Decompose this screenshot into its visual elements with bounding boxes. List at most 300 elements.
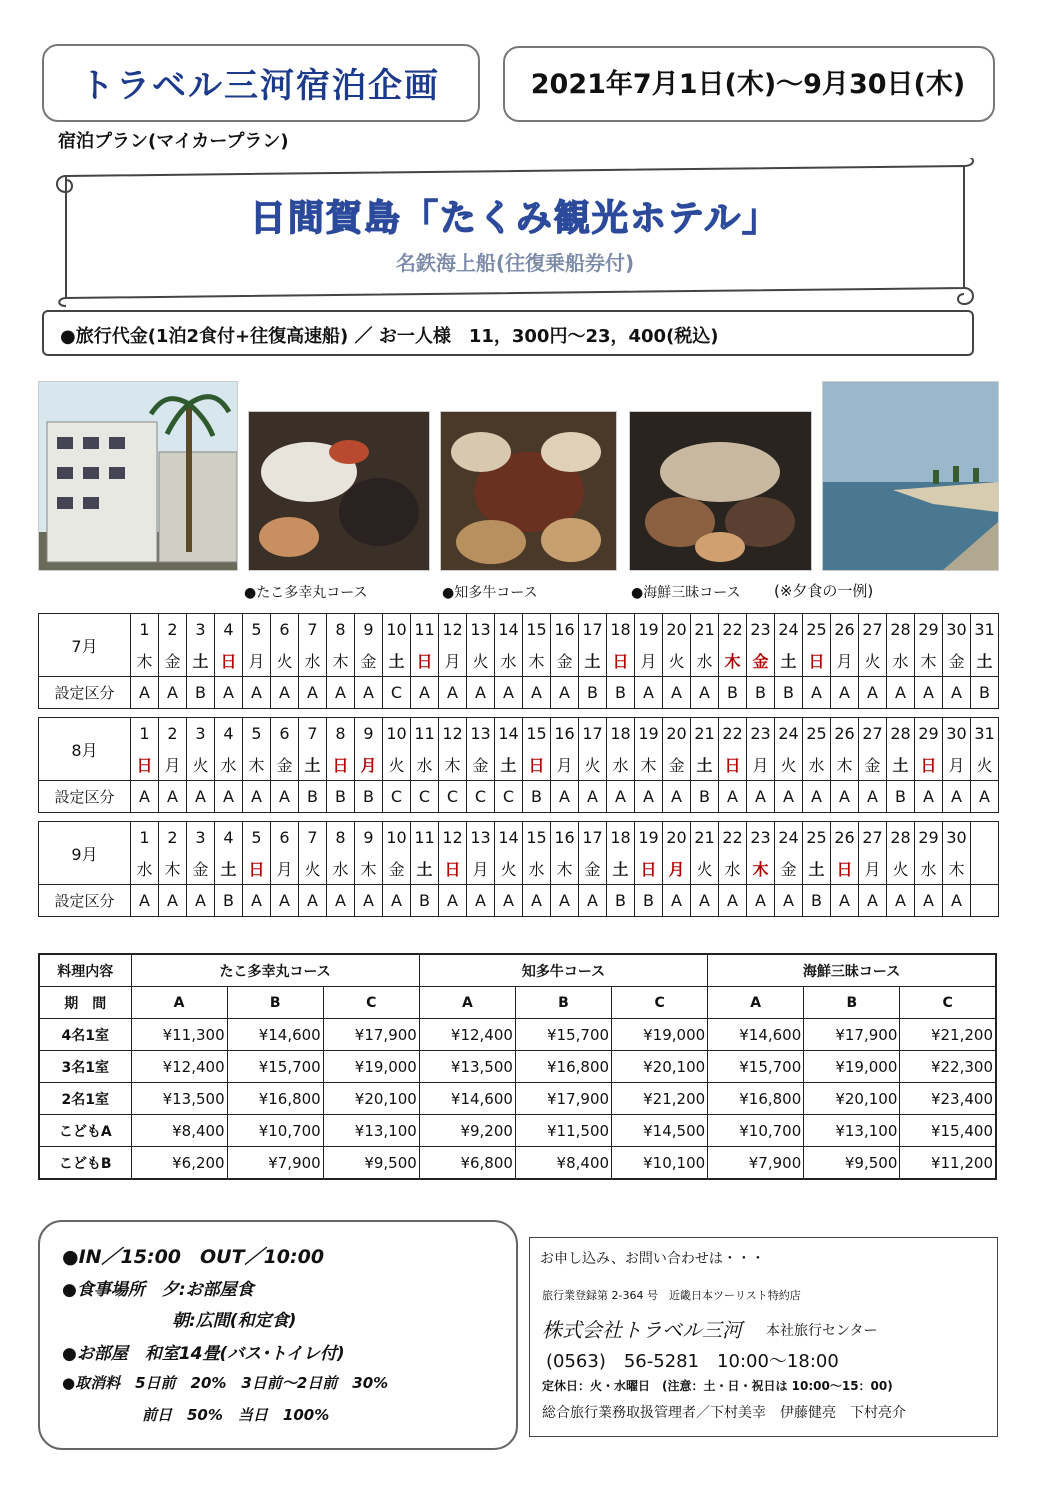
setting-code: A [187,781,215,813]
setting-code: A [131,677,159,709]
setting-code: A [831,677,859,709]
weekday: 火 [383,749,411,781]
day-number: 11 [411,718,439,750]
weekday: 土 [411,853,439,885]
day-number: 18 [607,614,635,646]
setting-code: A [523,885,551,917]
weekday: 土 [607,853,635,885]
setting-code: A [803,781,831,813]
room-info: ●お部屋 和室14畳(バス･トイレ付) [62,1344,345,1364]
hotel-subtitle: 名鉄海上船(往復乗船券付) [395,251,635,275]
day-number: 22 [719,822,747,854]
weekday: 木 [243,749,271,781]
weekday: 金 [467,749,495,781]
day-number: 13 [467,718,495,750]
price-cell: ¥10,700 [708,1115,804,1147]
price-cell: ¥8,400 [515,1147,611,1180]
setting-code: C [495,781,523,813]
setting-code: A [215,781,243,813]
day-number: 11 [411,614,439,646]
weekday: 木 [439,749,467,781]
chita-beef-course-photo [440,411,617,571]
setting-code: A [495,885,523,917]
price-cell: ¥15,700 [515,1019,611,1051]
day-number: 27 [859,614,887,646]
setting-code: C [467,781,495,813]
day-number: 16 [551,614,579,646]
setting-code: A [691,885,719,917]
weekday: 日 [635,853,663,885]
grade-header: A [708,987,804,1019]
course-header: 知多牛コース [419,954,707,987]
calendar-month-2 [38,717,999,813]
day-number: 17 [579,822,607,854]
setting-code: B [607,885,635,917]
day-number: 20 [663,614,691,646]
setting-code: A [691,677,719,709]
setting-code: A [131,885,159,917]
day-number: 2 [159,822,187,854]
room-type-label: 4名1室 [39,1019,131,1051]
price-cell: ¥11,500 [515,1115,611,1147]
day-number: 24 [775,614,803,646]
weekday: 火 [859,645,887,677]
price-row [39,1051,996,1083]
setting-code: A [831,885,859,917]
setting-code: A [915,677,943,709]
setting-code [971,885,999,917]
setting-code: A [439,885,467,917]
setting-code: A [327,885,355,917]
setting-code: A [747,781,775,813]
day-number: 19 [635,718,663,750]
weekday: 水 [495,645,523,677]
weekday [971,853,999,885]
setting-code: A [383,885,411,917]
grade-header: B [515,987,611,1019]
day-number: 15 [523,718,551,750]
day-number: 19 [635,614,663,646]
setting-code: A [495,677,523,709]
weekday: 火 [271,645,299,677]
day-number: 10 [383,822,411,854]
setting-code: A [467,885,495,917]
setting-code: B [187,677,215,709]
day-number: 21 [691,718,719,750]
day-number: 5 [243,822,271,854]
weekday: 木 [915,645,943,677]
day-number: 3 [187,718,215,750]
weekday: 金 [663,749,691,781]
day-number: 12 [439,822,467,854]
price-cell: ¥16,800 [227,1083,323,1115]
day-number: 26 [831,822,859,854]
price-cell: ¥13,100 [323,1115,419,1147]
day-number: 29 [915,614,943,646]
day-number: 8 [327,822,355,854]
setting-code: A [439,677,467,709]
setting-code: A [915,885,943,917]
cancel-fee-2: 前日 50% 当日 100% [142,1406,330,1424]
day-number: 12 [439,718,467,750]
breakfast-place: 朝:広間(和定食) [172,1311,297,1331]
weekday: 木 [355,853,383,885]
setting-code: A [467,677,495,709]
page-title: トラベル三河宿泊企画 [80,66,440,106]
setting-code: A [187,885,215,917]
weekday: 月 [831,645,859,677]
weekday: 土 [187,645,215,677]
setting-code: A [775,781,803,813]
setting-code: A [775,885,803,917]
day-number: 31 [971,718,999,750]
day-number: 7 [299,718,327,750]
weekday: 日 [831,853,859,885]
managers: 総合旅行業務取扱管理者／下村美幸 伊藤健亮 下村亮介 [542,1405,906,1421]
setting-code: A [243,885,271,917]
price-cell: ¥6,200 [131,1147,227,1180]
price-summary: ●旅行代金(1泊2食付+往復高速船) ／ お一人様 11，300円～23，400(税込) [60,326,719,347]
day-number: 15 [523,614,551,646]
caption-chita: ●知多牛コース [442,585,538,601]
weekday: 木 [551,853,579,885]
weekday: 日 [719,749,747,781]
setting-code: A [719,885,747,917]
day-number: 21 [691,614,719,646]
weekday: 月 [439,645,467,677]
weekday: 水 [327,853,355,885]
contact-intro: お申し込み、お問い合わせは・・・ [540,1251,765,1267]
price-row [39,1115,996,1147]
grade-header: B [804,987,900,1019]
price-row [39,1083,996,1115]
weekday: 金 [355,645,383,677]
weekday: 月 [747,749,775,781]
price-cell: ¥19,000 [612,1019,708,1051]
setting-code: B [775,677,803,709]
day-number [971,822,999,854]
day-number: 11 [411,822,439,854]
price-cell: ¥10,100 [612,1147,708,1180]
day-number: 31 [971,614,999,646]
price-cell: ¥17,900 [515,1083,611,1115]
setting-code: B [803,885,831,917]
weekday: 木 [943,853,971,885]
weekday: 金 [187,853,215,885]
weekday: 火 [467,645,495,677]
day-number: 21 [691,822,719,854]
price-cell: ¥14,500 [612,1115,708,1147]
beach-photo [822,381,999,571]
grade-header: B [227,987,323,1019]
price-row [39,1019,996,1051]
hotel-building-photo [38,381,238,571]
weekday: 火 [691,853,719,885]
holidays: 定休日：火・水曜日 (注意：土・日・祝日は 10:00～15：00) [542,1379,893,1393]
day-number: 30 [943,822,971,854]
price-cell: ¥15,400 [900,1115,996,1147]
weekday: 土 [495,749,523,781]
price-cell: ¥17,900 [804,1019,900,1051]
setting-code: A [551,677,579,709]
setting-code: A [299,677,327,709]
day-number: 23 [747,822,775,854]
weekday: 火 [299,853,327,885]
setting-code: A [131,781,159,813]
day-number: 30 [943,614,971,646]
weekday: 金 [159,645,187,677]
price-cell: ¥8,400 [131,1115,227,1147]
course-header: たこ多幸丸コース [131,954,419,987]
setting-code: A [523,677,551,709]
day-number: 29 [915,822,943,854]
day-number: 19 [635,822,663,854]
setting-code: C [383,781,411,813]
weekday: 金 [383,853,411,885]
day-number: 26 [831,718,859,750]
grade-header: C [323,987,419,1019]
price-cell: ¥21,200 [612,1083,708,1115]
setting-code: B [887,781,915,813]
weekday: 日 [411,645,439,677]
day-number: 3 [187,822,215,854]
day-number: 17 [579,718,607,750]
setting-label: 設定区分 [39,781,131,813]
setting-code: B [635,885,663,917]
day-number: 25 [803,614,831,646]
weekday: 日 [327,749,355,781]
day-number: 2 [159,718,187,750]
day-number: 5 [243,718,271,750]
day-number: 20 [663,718,691,750]
setting-label: 設定区分 [39,677,131,709]
setting-code: A [271,885,299,917]
meal-place: ●食事場所 夕:お部屋食 [62,1280,254,1300]
day-number: 27 [859,718,887,750]
tako-course-photo [248,411,430,571]
setting-code: A [355,885,383,917]
price-corner: 料理内容 [39,954,131,987]
setting-code: B [355,781,383,813]
weekday: 水 [215,749,243,781]
weekday: 火 [971,749,999,781]
setting-code: A [243,781,271,813]
weekday: 水 [915,853,943,885]
weekday: 土 [215,853,243,885]
weekday: 土 [971,645,999,677]
day-number: 22 [719,614,747,646]
price-cell: ¥11,300 [131,1019,227,1051]
weekday: 日 [803,645,831,677]
day-number: 5 [243,614,271,646]
weekday: 金 [271,749,299,781]
setting-code: A [943,885,971,917]
weekday: 水 [887,645,915,677]
day-number: 9 [355,614,383,646]
day-number: 28 [887,822,915,854]
weekday: 日 [523,749,551,781]
setting-code: A [859,677,887,709]
weekday: 木 [635,749,663,781]
grade-header: A [419,987,515,1019]
setting-code: B [719,677,747,709]
caption-tako: ●たこ多幸丸コース [244,585,368,601]
weekday: 金 [943,645,971,677]
weekday: 月 [467,853,495,885]
setting-code: A [943,677,971,709]
price-cell: ¥17,900 [323,1019,419,1051]
setting-code: A [159,677,187,709]
setting-code: C [411,781,439,813]
day-number: 4 [215,822,243,854]
weekday: 水 [803,749,831,781]
day-number: 18 [607,718,635,750]
weekday: 木 [159,853,187,885]
price-cell: ¥12,400 [131,1051,227,1083]
calendar-month-1 [38,613,999,709]
setting-code: A [943,781,971,813]
weekday: 日 [131,749,159,781]
company-name: 株式会社トラベル三河 [542,1318,742,1342]
day-number: 23 [747,718,775,750]
setting-code: A [271,781,299,813]
weekday: 金 [579,853,607,885]
weekday: 水 [607,749,635,781]
price-cell: ¥13,100 [804,1115,900,1147]
weekday: 月 [943,749,971,781]
setting-code: B [607,677,635,709]
weekday: 土 [299,749,327,781]
grade-header: C [612,987,708,1019]
day-number: 6 [271,822,299,854]
day-number: 23 [747,614,775,646]
weekday: 土 [775,645,803,677]
day-number: 13 [467,822,495,854]
price-cell: ¥14,600 [419,1083,515,1115]
setting-code: A [859,781,887,813]
price-cell: ¥13,500 [131,1083,227,1115]
setting-code: B [971,677,999,709]
weekday: 火 [187,749,215,781]
period-label: 期 間 [39,987,131,1019]
day-number: 1 [131,718,159,750]
weekday: 月 [271,853,299,885]
room-type-label: 3名1室 [39,1051,131,1083]
weekday: 月 [663,853,691,885]
day-number: 3 [187,614,215,646]
day-number: 16 [551,822,579,854]
month-label: 7月 [39,614,131,677]
weekday: 金 [775,853,803,885]
price-cell: ¥16,800 [515,1051,611,1083]
room-type-label: 2名1室 [39,1083,131,1115]
price-cell: ¥19,000 [323,1051,419,1083]
calendar-month-3 [38,821,999,917]
month-label: 9月 [39,822,131,885]
weekday: 水 [691,645,719,677]
setting-code: A [327,677,355,709]
weekday: 火 [775,749,803,781]
setting-code: A [271,677,299,709]
day-number: 13 [467,614,495,646]
setting-code: B [411,885,439,917]
weekday: 火 [887,853,915,885]
price-cell: ¥19,000 [804,1051,900,1083]
setting-code: A [971,781,999,813]
price-cell: ¥7,900 [708,1147,804,1180]
weekday: 土 [579,645,607,677]
weekday: 木 [747,853,775,885]
weekday: 水 [719,853,747,885]
day-number: 28 [887,718,915,750]
price-cell: ¥7,900 [227,1147,323,1180]
setting-code: A [915,781,943,813]
price-cell: ¥14,600 [227,1019,323,1051]
day-number: 27 [859,822,887,854]
setting-code: A [159,781,187,813]
setting-code: B [747,677,775,709]
caption-dinner-example: (※夕食の一例) [774,582,874,600]
day-number: 26 [831,614,859,646]
weekday: 火 [663,645,691,677]
setting-code: A [299,885,327,917]
setting-code: B [327,781,355,813]
setting-code: C [383,677,411,709]
setting-code: A [663,885,691,917]
weekday: 土 [887,749,915,781]
setting-code: A [635,781,663,813]
setting-code: A [887,677,915,709]
setting-code: B [299,781,327,813]
room-type-label: こどもB [39,1147,131,1180]
day-number: 15 [523,822,551,854]
weekday: 水 [411,749,439,781]
checkin-checkout: ●IN／15:00 OUT／10:00 [62,1246,325,1268]
day-number: 24 [775,718,803,750]
weekday: 水 [523,853,551,885]
hotel-name: 日間賀島「たくみ観光ホテル」 [249,198,781,239]
weekday: 日 [215,645,243,677]
setting-code: A [887,885,915,917]
weekday: 木 [831,749,859,781]
caption-seafood: ●海鮮三昧コース [631,585,741,601]
day-number: 25 [803,822,831,854]
price-cell: ¥11,200 [900,1147,996,1180]
setting-code: B [691,781,719,813]
day-number: 8 [327,614,355,646]
price-row [39,1147,996,1180]
weekday: 火 [495,853,523,885]
setting-code: A [579,781,607,813]
price-cell: ¥6,800 [419,1147,515,1180]
setting-code: A [747,885,775,917]
branch-name: 本社旅行センター [766,1323,878,1339]
day-number: 7 [299,614,327,646]
day-number: 30 [943,718,971,750]
month-label: 8月 [39,718,131,781]
weekday: 月 [355,749,383,781]
price-cell: ¥22,300 [900,1051,996,1083]
day-number: 6 [271,718,299,750]
day-number: 18 [607,822,635,854]
weekday: 水 [299,645,327,677]
weekday: 月 [243,645,271,677]
setting-code: A [663,781,691,813]
day-number: 20 [663,822,691,854]
grade-header: A [131,987,227,1019]
day-number: 16 [551,718,579,750]
plan-label: 宿泊プラン(マイカープラン) [58,131,289,152]
